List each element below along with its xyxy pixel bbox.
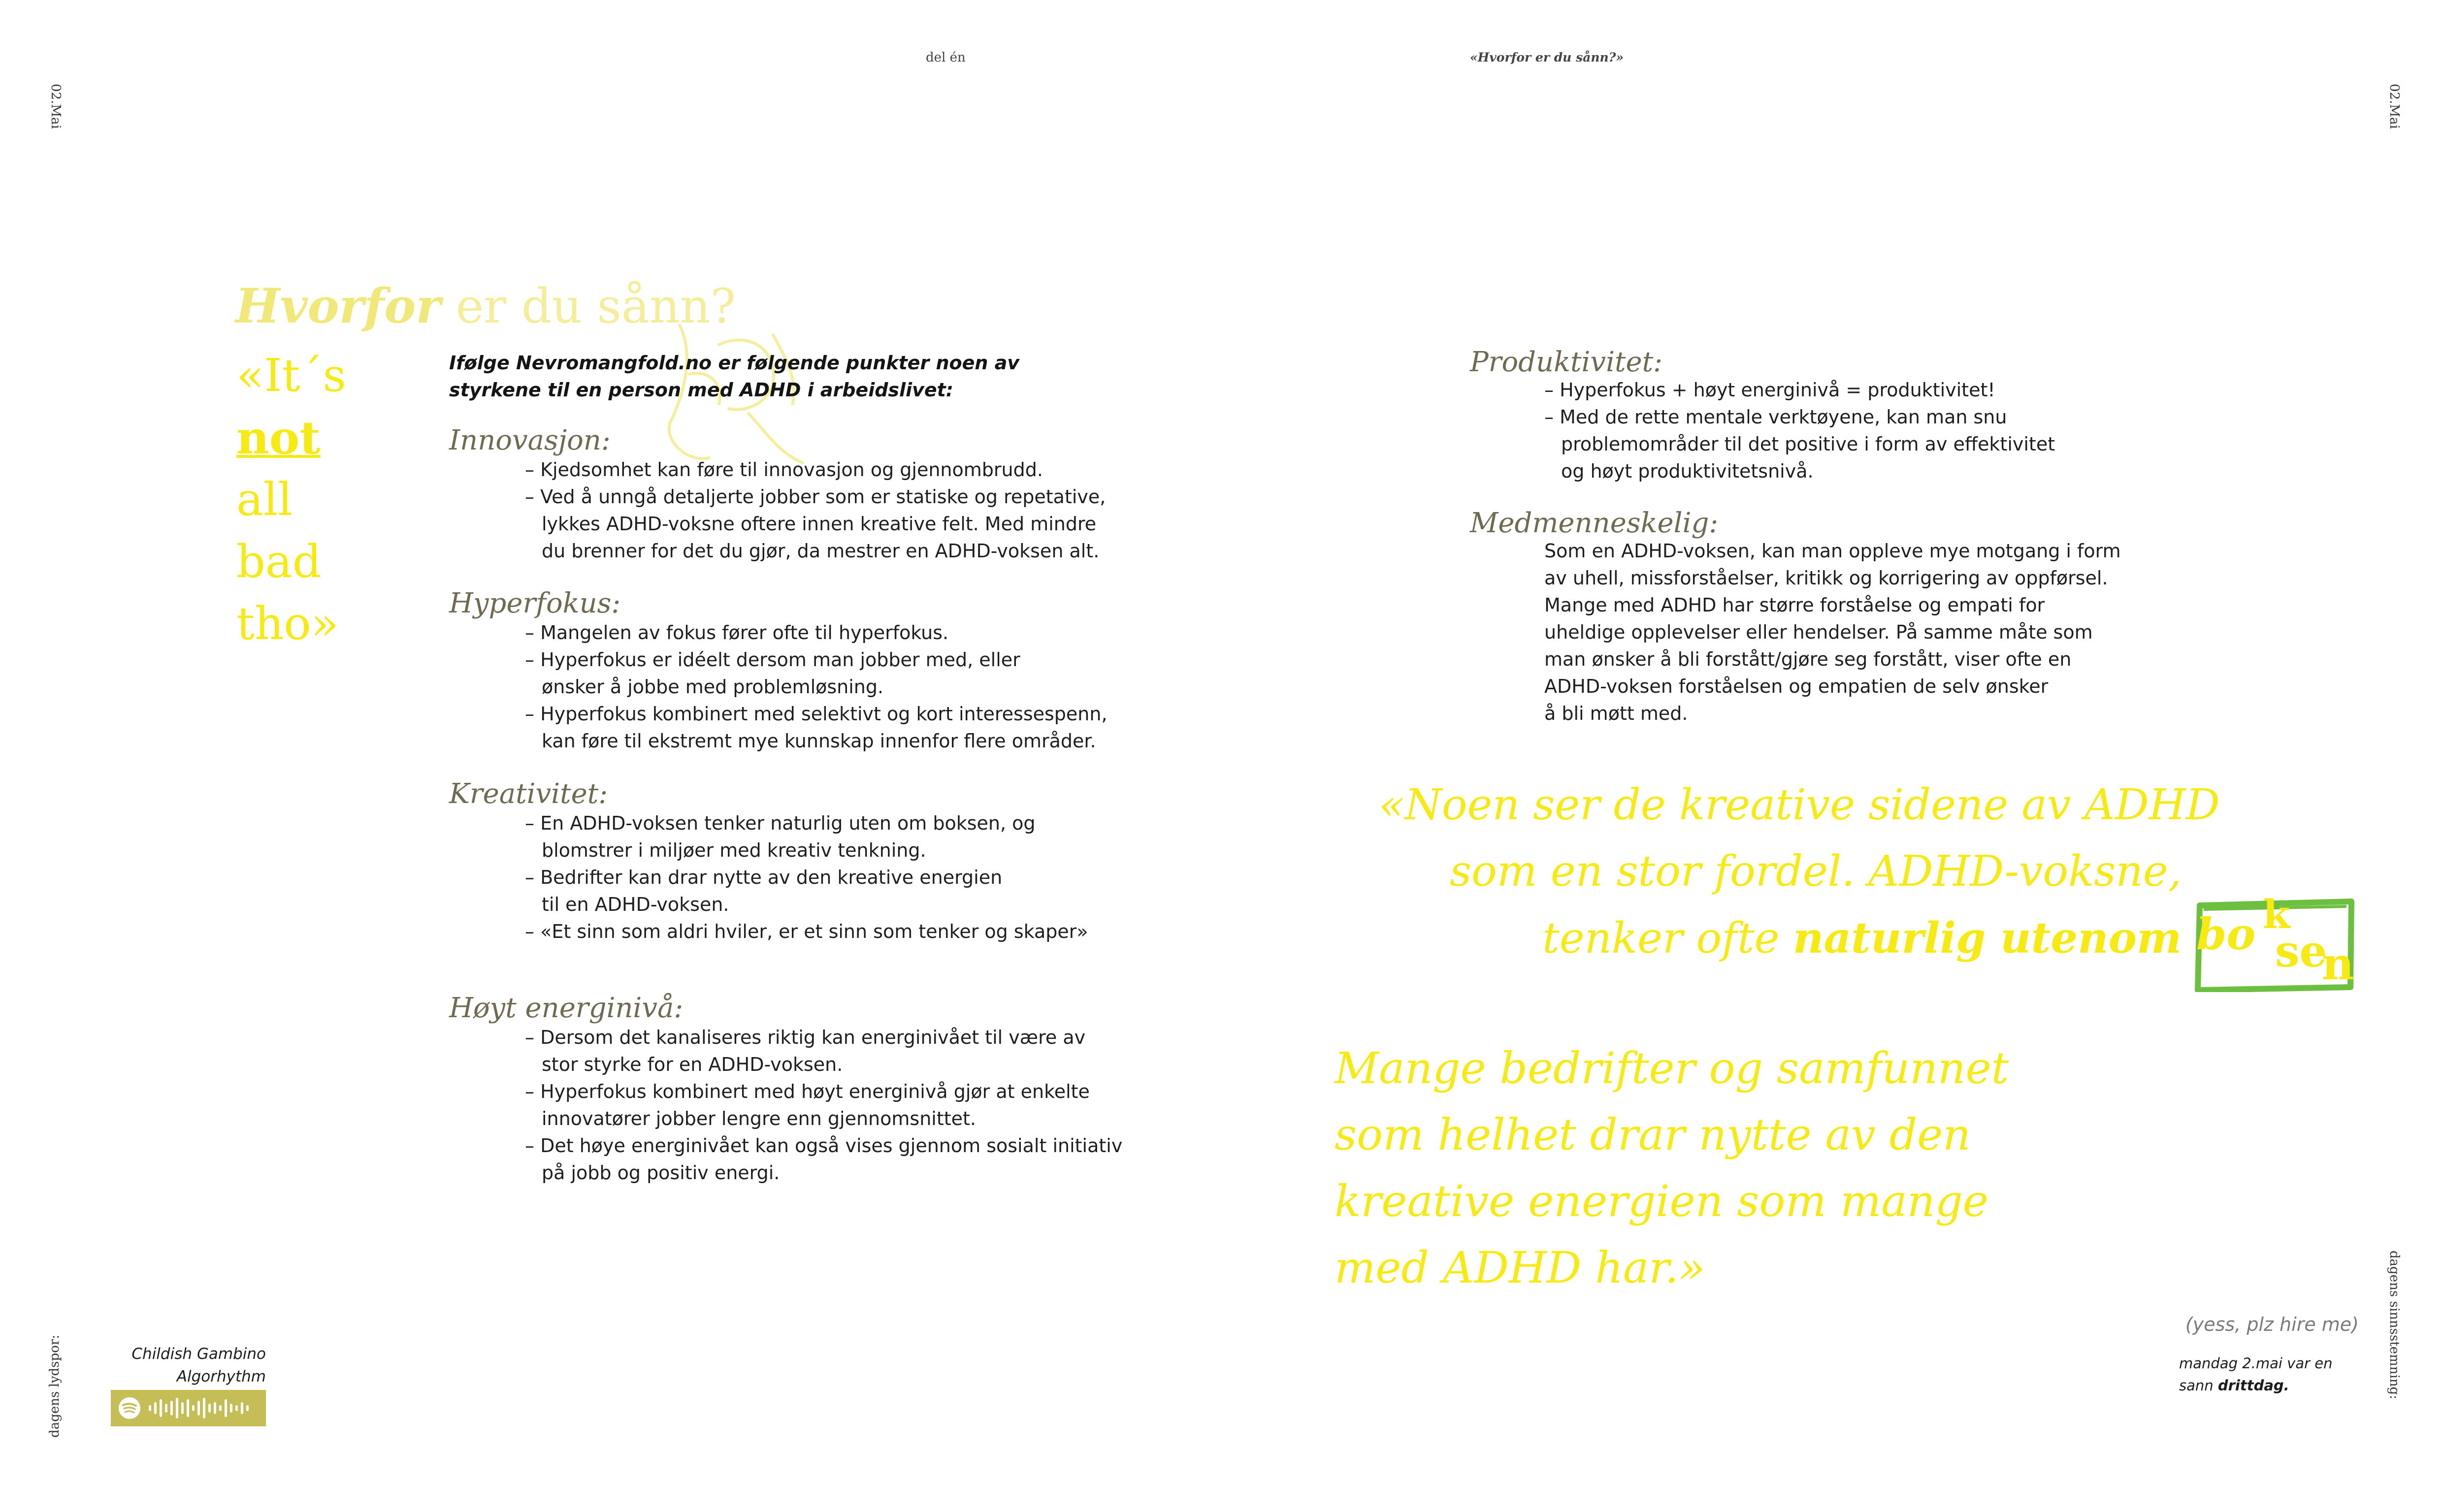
spotify-code-bars [149, 1398, 249, 1418]
pull-quote [236, 345, 346, 655]
list-item: – Hyperfokus kombinert med selektivt og kort interessespenn, [525, 703, 1107, 725]
list-item: – Mangelen av fokus fører ofte til hyperfokus. [525, 622, 949, 643]
paragraph-line: av uhell, missforståelser, kritikk og korrigering av oppførsel. [1544, 567, 2108, 589]
list-item: – Det høye energinivået kan også vises gjennom sosialt initiativ [525, 1135, 1123, 1157]
section-body-hyperfokus [525, 619, 1107, 755]
list-item: – Hyperfokus er idéelt dersom man jobber med, eller [525, 649, 1020, 671]
pull-quote-line-4: bad [236, 535, 322, 588]
list-item: – En ADHD-voksen tenker naturlig uten om boksen, og [525, 812, 1036, 834]
boksen-letters-n: n [2322, 938, 2354, 990]
running-header-right: «Hvorfor er du sånn?» [1470, 50, 1624, 64]
intro-line-2: styrkene til en person med ADHD i arbeidslivet: [449, 379, 953, 401]
side-label-soundtrack: dagens lydspor: [47, 1334, 62, 1438]
soundtrack-track: Algorhythm [176, 1368, 266, 1385]
paragraph-line: man ønsker å bli forstått/gjøre seg forstått, viser ofte en [1544, 648, 2072, 670]
quote-kreative-sider [1379, 772, 2220, 972]
paragraph-line: å bli møtt med. [1544, 703, 1688, 724]
list-item: – Bedrifter kan drar nytte av den kreative energien [525, 867, 1003, 888]
quote2-line-3: kreative energien som mange [1335, 1176, 1988, 1226]
section-heading-innovasjon: Innovasjon: [449, 424, 611, 456]
section-heading-produktivitet: Produktivitet: [1470, 346, 1662, 378]
quote2-line-4: med ADHD har.» [1335, 1242, 1705, 1293]
spotify-code-graphic [111, 1390, 266, 1426]
spotify-code[interactable] [111, 1390, 266, 1426]
list-item: – Dersom det kanaliseres riktig kan energinivået til være av [525, 1027, 1086, 1048]
page-title-rest: er du sånn? [441, 279, 736, 334]
list-item: – Hyperfokus + høyt energinivå = produktivitet! [1544, 379, 1995, 401]
mood-line-2-bold: drittdag. [2217, 1377, 2289, 1394]
pull-quote-line-2: not [236, 411, 321, 464]
date-right: 02.Mai [2387, 84, 2402, 129]
list-item-cont: blomstrer i miljøer med kreativ tenkning. [542, 839, 926, 861]
quote-bedrifter [1335, 1035, 2009, 1301]
list-item-cont: innovatører jobber lengre enn gjennomsnittet. [542, 1108, 976, 1129]
boksen-letters-bo: bo [2196, 908, 2256, 960]
quote1-line-3-bold: naturlig utenom [1792, 913, 2182, 963]
mood-line-1: mandag 2.mai var en [2179, 1355, 2333, 1372]
boksen-letters-k: k [2263, 891, 2290, 937]
section-body-medmenneskelig [1544, 538, 2121, 727]
mood-text [2179, 1352, 2332, 1397]
section-heading-kreativitet: Kreativitet: [449, 778, 608, 810]
paragraph-line: uheldige opplevelser eller hendelser. På samme måte som [1544, 621, 2093, 643]
intro-text [449, 350, 1019, 404]
mood-line-2 [2179, 1375, 2332, 1397]
soundtrack-artist: Childish Gambino [131, 1345, 266, 1363]
spotify-icon [119, 1397, 140, 1419]
quote1-line-1: «Noen ser de kreative sidene av ADHD [1379, 780, 2220, 830]
section-body-energiniva [525, 1024, 1122, 1187]
list-item-cont: på jobb og positiv energi. [542, 1162, 780, 1184]
soundtrack-info [98, 1343, 266, 1388]
mood-aside: (yess, plz hire me) [2185, 1314, 2359, 1335]
section-heading-medmenneskelig: Medmenneskelig: [1470, 507, 1719, 539]
quote1-line-2: som en stor fordel. ADHD-voksne, [1449, 847, 2182, 896]
running-header-left: del én [926, 50, 966, 65]
pull-quote-line-5: tho» [236, 597, 339, 650]
quote2-line-2: som helhet drar nytte av den [1335, 1109, 1971, 1160]
date-left: 02.Mai [48, 84, 63, 129]
section-heading-energiniva: Høyt energinivå: [449, 992, 684, 1024]
paragraph-line: Mange med ADHD har større forståelse og empati for [1544, 594, 2045, 616]
section-body-kreativitet [525, 810, 1088, 945]
pull-quote-line-1: «It´s [236, 349, 346, 402]
list-item-cont: kan føre til ekstremt mye kunnskap innenfor flere områder. [542, 730, 1096, 752]
mood-line-2-pre: sann [2179, 1377, 2218, 1394]
section-body-produktivitet [1544, 377, 2055, 485]
paragraph-line: Som en ADHD-voksen, kan man oppleve mye motgang i form [1544, 540, 2121, 562]
list-item-cont: stor styrke for en ADHD-voksen. [542, 1054, 843, 1075]
list-item: – «Et sinn som aldri hviler, er et sinn som tenker og skaper» [525, 921, 1088, 942]
section-heading-hyperfokus: Hyperfokus: [449, 587, 621, 619]
intro-line-1: Ifølge Nevromangfold.no er følgende punkter noen av [449, 352, 1020, 374]
list-item-cont: til en ADHD-voksen. [542, 894, 729, 915]
list-item: – Hyperfokus kombinert med høyt energinivå gjør at enkelte [525, 1081, 1090, 1102]
list-item-cont: du brenner for det du gjør, da mestrer en ADHD-voksen alt. [542, 540, 1100, 562]
list-item-cont: ønsker å jobbe med problemløsning. [542, 676, 884, 698]
pull-quote-line-3: all [236, 473, 293, 526]
boksen-letters-se: se [2275, 926, 2327, 977]
list-item: – Med de rette mentale verktøyene, kan man snu [1544, 406, 2007, 428]
list-item-cont: problemområder til det positive i form av effektivitet [1561, 433, 2055, 455]
list-item: – Kjedsomhet kan føre til innovasjon og gjennombrudd. [525, 459, 1043, 481]
quote2-line-1: Mange bedrifter og samfunnet [1335, 1043, 2009, 1094]
section-body-innovasjon [525, 456, 1106, 565]
side-label-mood: dagens sinnsstemning: [2387, 1251, 2402, 1400]
list-item-cont: lykkes ADHD-voksne oftere innen kreative felt. Med mindre [542, 513, 1097, 535]
paragraph-line: ADHD-voksen forståelsen og empatien de selv ønsker [1544, 676, 2049, 697]
quote1-line-3-pre: tenker ofte [1542, 914, 1793, 963]
quote1-line-3 [1379, 905, 2182, 972]
boksen-box [2194, 891, 2356, 992]
list-item-cont: og høyt produktivitetsnivå. [1561, 460, 1814, 482]
list-item: – Ved å unngå detaljerte jobber som er statiske og repetative, [525, 486, 1106, 508]
page-title-strong: Hvorfor [235, 278, 441, 334]
